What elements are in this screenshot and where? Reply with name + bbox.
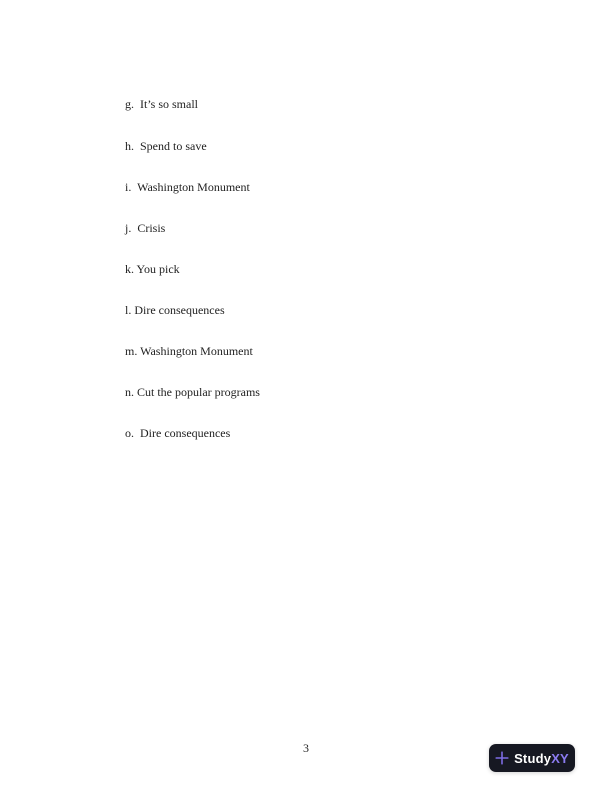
brand-name-accent: XY xyxy=(551,750,569,766)
brand-name-primary: Study xyxy=(514,750,552,766)
page-number: 3 xyxy=(303,741,309,755)
answer-item-l: l. Dire consequences xyxy=(125,302,225,317)
answer-list xyxy=(125,71,260,468)
answer-item-o: o. Dire consequences xyxy=(125,426,231,441)
answer-item-n: n. Cut the popular programs xyxy=(125,385,260,400)
answer-item-g: g. It’s so small xyxy=(125,97,199,112)
answer-item-i: i. Washington Monument xyxy=(125,179,250,194)
brand-wordmark xyxy=(514,752,569,765)
plus-icon xyxy=(495,751,509,765)
answer-item-h: h. Spend to save xyxy=(125,138,207,153)
answer-item-j: j. Crisis xyxy=(125,220,166,235)
studyxy-logo-badge[interactable] xyxy=(489,744,575,772)
answer-item-k: k. You pick xyxy=(125,261,180,276)
answer-item-m: m. Washington Monument xyxy=(125,343,253,358)
